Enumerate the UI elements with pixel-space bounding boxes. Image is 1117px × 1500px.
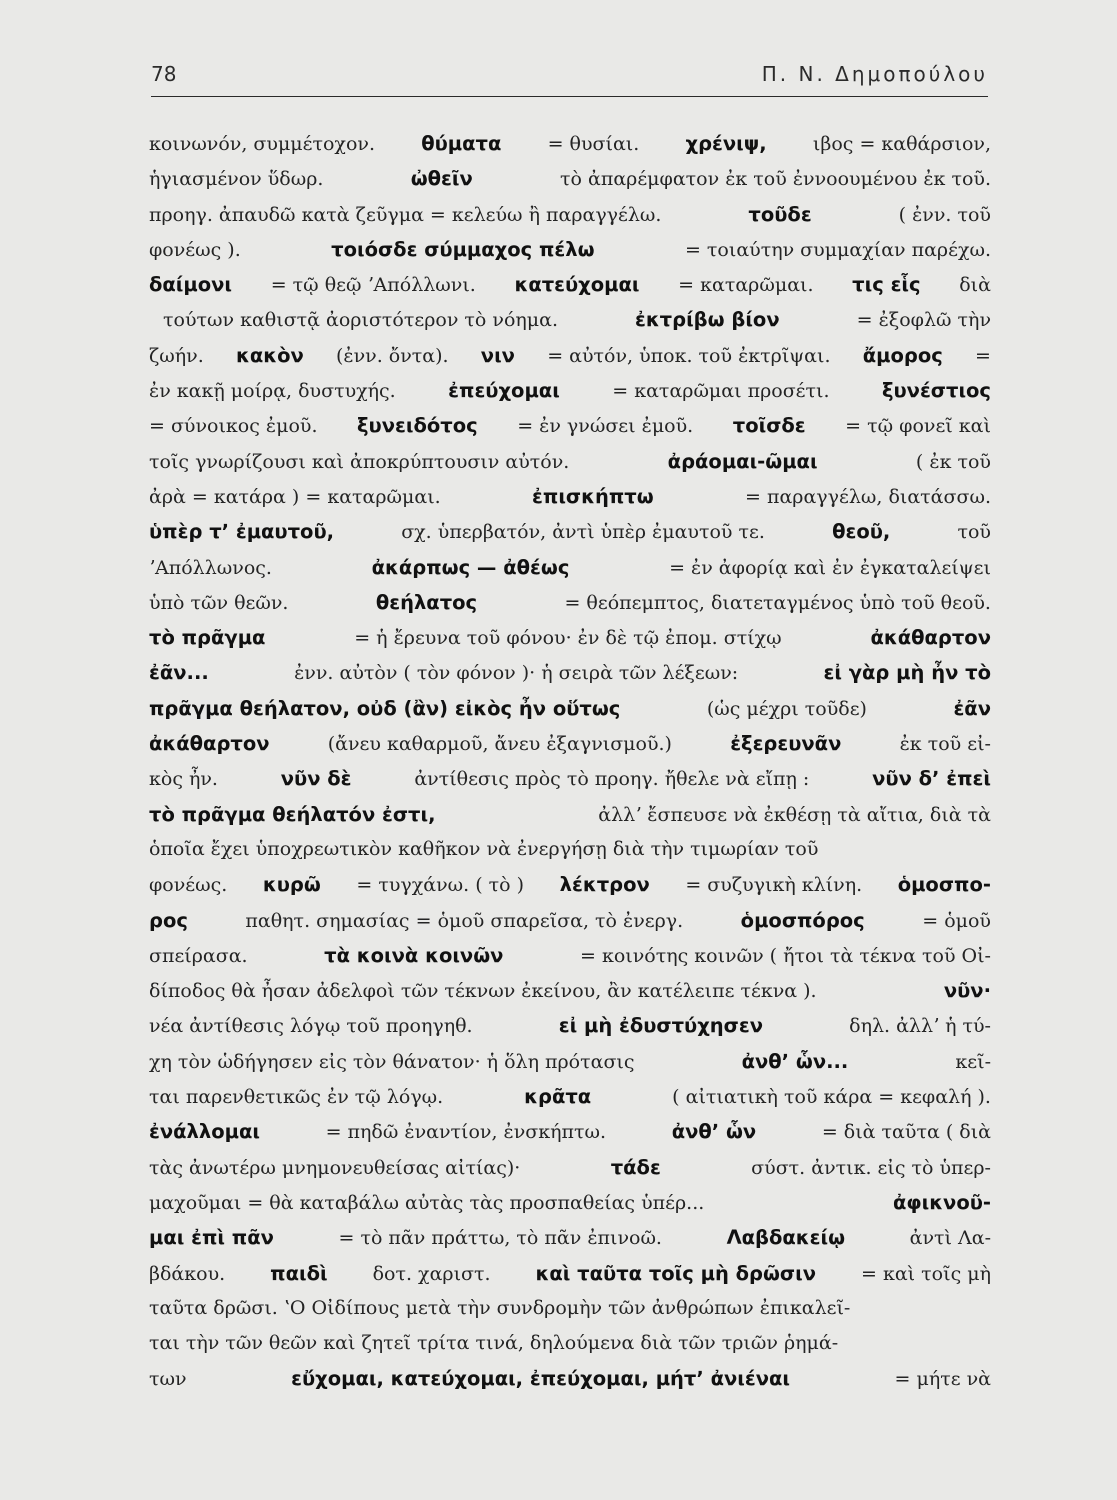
- lemma-term: ξυνειδότος: [357, 414, 478, 438]
- lemma-term: νῦν δὲ: [280, 767, 352, 791]
- text-line: [149, 1150, 991, 1185]
- lemma-term: τις εἷς: [852, 273, 921, 297]
- gloss-text: ἀλλʼ ἔσπευσε νὰ ἐκθέσῃ τὰ αἴτια, διὰ τὰ: [598, 803, 991, 826]
- text-line: [149, 620, 991, 655]
- lemma-term: καὶ ταῦτα τοῖς μὴ δρῶσιν: [535, 1261, 817, 1285]
- text-line: [149, 302, 991, 337]
- commentary-body: [149, 126, 991, 1397]
- gloss-text: = τοιαύτην συμμαχίαν παρέχω.: [684, 238, 991, 261]
- lemma-term: ξυνέστιος: [881, 379, 991, 403]
- gloss-text: ( αἰτιατικὴ τοῦ κάρα = κεφαλή ).: [672, 1086, 991, 1109]
- lemma-term: λέκτρον: [559, 873, 650, 897]
- gloss-text: ταῦτα δρῶσι. ʽΟ Οἰδίπους μετὰ τὴν συνδρομὴν τῶν ἀνθρώπων ἐπικαλεῖ-: [149, 1296, 851, 1319]
- text-line: [149, 1256, 991, 1291]
- lemma-term: ὑπὲρ τʼ ἐμαυτοῦ,: [149, 520, 335, 544]
- lemma-term: ὁμοσπόρος: [740, 908, 865, 932]
- gloss-text: κοινωνόν, συμμέτοχον.: [149, 133, 375, 155]
- text-line: [149, 1361, 991, 1396]
- lemma-term: ἐνάλλομαι: [149, 1120, 260, 1144]
- gloss-text: = ἐν γνώσει ἐμοῦ.: [517, 415, 694, 438]
- gloss-text: ιβος = καθάρσιον,: [812, 133, 991, 155]
- gloss-text: ( ἐνν. τοῦ: [898, 203, 991, 226]
- gloss-text: ὑπὸ τῶν θεῶν.: [149, 591, 289, 614]
- gloss-text: = σύνοικος ἐμοῦ.: [149, 415, 318, 438]
- text-line: [149, 126, 991, 161]
- lemma-term: κακὸν: [235, 343, 304, 367]
- text-line: [149, 232, 991, 267]
- lemma-term: εἰ γὰρ μὴ ἦν τὸ: [823, 661, 991, 685]
- running-head: [151, 62, 988, 97]
- gloss-text: ἀντὶ Λα-: [909, 1227, 991, 1250]
- page-number: 78: [151, 62, 177, 86]
- text-line: [149, 1079, 991, 1114]
- gloss-text: δηλ. ἀλλʼ ἡ τύ-: [849, 1015, 991, 1038]
- text-line: [149, 444, 991, 479]
- lemma-term: ἀνθʼ ὧν...: [741, 1049, 849, 1073]
- text-line: [149, 338, 991, 373]
- lemma-term: ρος: [149, 908, 188, 932]
- lemma-term: ἀκάθαρτον: [870, 626, 991, 650]
- text-line: [149, 973, 991, 1008]
- gloss-text: = τῷ θεῷ ʼΑπόλλωνι.: [270, 274, 476, 297]
- lemma-term: ὠθεῖν: [410, 167, 473, 191]
- text-line: [149, 903, 991, 938]
- text-line: [149, 1291, 991, 1326]
- lemma-term: ἐξερευνᾶν: [730, 732, 842, 756]
- gloss-text: τοῦ: [957, 521, 991, 544]
- text-line: [149, 1008, 991, 1043]
- lemma-term: χρένιψ,: [685, 132, 767, 155]
- gloss-text: (ὡς μέχρι τοῦδε): [706, 697, 867, 720]
- lemma-term: ἐᾶν...: [149, 661, 209, 685]
- gloss-text: βδάκου.: [149, 1262, 226, 1285]
- gloss-text: σχ. ὑπερβατόν, ἀντὶ ὑπὲρ ἐμαυτοῦ τε.: [401, 521, 765, 544]
- lemma-term: παιδὶ: [270, 1261, 328, 1285]
- lemma-term: εἰ μὴ ἐδυστύχησεν: [558, 1014, 763, 1038]
- lemma-term: ἐᾶν: [953, 696, 991, 720]
- gloss-text: μαχοῦμαι = θὰ καταβάλω αὐτὰς τὰς προσπαθείας ὑπέρ...: [149, 1191, 705, 1214]
- lemma-term: μαι ἐπὶ πᾶν: [149, 1226, 274, 1250]
- lemma-term: ἀράομαι-ῶμαι: [667, 449, 818, 473]
- text-line: [149, 161, 991, 196]
- lemma-term: θεοῦ,: [832, 520, 891, 544]
- text-line: [149, 797, 991, 832]
- gloss-text: = κοινότης κοινῶν ( ἤτοι τὰ τέκνα τοῦ Οἰ-: [580, 944, 991, 967]
- gloss-text: = αὐτόν, ὑποκ. τοῦ ἐκτρῖψαι.: [547, 344, 831, 367]
- gloss-text: = τυγχάνω. ( τὸ ): [356, 874, 525, 897]
- text-line: [149, 1326, 991, 1361]
- gloss-text: = θεόπεμπτος, διατεταγμένος ὑπὸ τοῦ θεοῦ.: [564, 591, 991, 614]
- lemma-term: πρᾶγμα θεήλατον, οὐδ (ἂν) εἰκὸς ἦν οὕτως: [149, 696, 621, 720]
- gloss-text: = τῷ φονεῖ καὶ: [845, 415, 991, 438]
- lemma-term: κατεύχομαι: [514, 273, 640, 297]
- gloss-text: τοῖς γνωρίζουσι καὶ ἀποκρύπτουσιν αὐτόν.: [149, 450, 570, 473]
- gloss-text: ἐκ τοῦ εἰ-: [899, 733, 991, 756]
- lemma-term: ἀνθʼ ὧν: [671, 1120, 757, 1144]
- lemma-term: νῦν δʼ ἐπεὶ: [872, 767, 991, 791]
- lemma-term: ἐκτρίβω βίον: [634, 308, 780, 332]
- text-line: [149, 373, 991, 408]
- gloss-text: = ἐν ἀφορίᾳ καὶ ἐν ἐγκαταλείψει: [669, 556, 991, 579]
- gloss-text: διὰ: [959, 274, 991, 297]
- gloss-text: = συζυγικὴ κλίνη.: [685, 874, 863, 897]
- text-line: [149, 1044, 991, 1079]
- lemma-term: ἀκάρπως — ἀθέως: [371, 555, 570, 579]
- text-line: [149, 655, 991, 690]
- gloss-text: = τὸ πᾶν πράττω, τὸ πᾶν ἐπινοῶ.: [338, 1227, 662, 1250]
- lemma-term: εὔχομαι, κατεύχομαι, ἐπεύχομαι, μήτʼ ἀνιέναι: [291, 1367, 790, 1391]
- gloss-text: κεῖ-: [955, 1050, 991, 1073]
- text-line: [149, 691, 991, 726]
- lemma-term: ἐπεύχομαι: [448, 379, 560, 403]
- text-line: [149, 408, 991, 443]
- gloss-text: τούτων καθιστᾷ ἀοριστότερον τὸ νόημα.: [163, 309, 558, 332]
- gloss-text: ται παρενθετικῶς ἐν τῷ λόγῳ.: [149, 1086, 444, 1109]
- text-line: [149, 197, 991, 232]
- gloss-text: (ἄνευ καθαρμοῦ, ἄνευ ἐξαγνισμοῦ.): [327, 733, 672, 756]
- gloss-text: δοτ. χαριστ.: [372, 1262, 491, 1285]
- gloss-text: ἀντίθεσις πρὸς τὸ προηγ. ἤθελε νὰ εἴπῃ :: [414, 768, 810, 791]
- gloss-text: = ὁμοῦ: [922, 909, 991, 932]
- lemma-term: κυρῶ: [262, 873, 321, 897]
- gloss-text: ἡγιασμένον ὕδωρ.: [149, 168, 324, 191]
- text-line: [149, 1114, 991, 1149]
- lemma-term: νιν: [480, 343, 515, 367]
- lemma-term: ἀκάθαρτον: [149, 732, 270, 756]
- lemma-term: ἄμορος: [862, 343, 943, 367]
- gloss-text: = ἐξοφλῶ τὴν: [856, 309, 991, 332]
- gloss-text: = διὰ ταῦτα ( διὰ: [821, 1121, 991, 1144]
- lemma-term: Λαβδακείῳ: [726, 1226, 846, 1250]
- gloss-text: τὰς ἀνωτέρω μνημονευθείσας αἰτίας)·: [149, 1156, 521, 1179]
- gloss-text: σύστ. ἀντικ. εἰς τὸ ὑπερ-: [751, 1156, 991, 1179]
- lemma-term: τάδε: [610, 1155, 661, 1179]
- text-line: [149, 1220, 991, 1255]
- gloss-text: ἐν κακῇ μοίρᾳ, δυστυχής.: [149, 380, 396, 403]
- text-line: [149, 550, 991, 585]
- text-line: [149, 726, 991, 761]
- lemma-term: νῦν·: [943, 979, 991, 1003]
- gloss-text: κὸς ἦν.: [149, 768, 218, 791]
- lemma-term: τοῦδε: [748, 202, 812, 226]
- text-line: [149, 267, 991, 302]
- gloss-text: ται τὴν τῶν θεῶν καὶ ζητεῖ τρίτα τινά, δηλούμενα διὰ τῶν τριῶν ῥημά-: [149, 1332, 839, 1355]
- lemma-term: ὁμοσπο-: [897, 873, 991, 897]
- gloss-text: των: [149, 1368, 187, 1391]
- text-line: [149, 761, 991, 796]
- lemma-term: κρᾶτα: [524, 1085, 592, 1109]
- gloss-text: = πηδῶ ἐναντίον, ἐνσκήπτω.: [325, 1121, 607, 1144]
- lemma-term: θεήλατος: [375, 590, 478, 614]
- text-line: [149, 1185, 991, 1220]
- text-line: [149, 867, 991, 902]
- gloss-text: = καταρῶμαι προσέτι.: [612, 380, 830, 403]
- lemma-term: δαίμονι: [149, 273, 233, 297]
- gloss-text: φονέως ).: [149, 238, 241, 261]
- gloss-text: ἐνν. αὐτὸν ( τὸν φόνον )· ἡ σειρὰ τῶν λέξεων:: [294, 662, 739, 685]
- gloss-text: = καὶ τοῖς μὴ: [861, 1262, 991, 1285]
- gloss-text: σπείρασα.: [149, 944, 248, 967]
- gloss-text: = ἡ ἔρευνα τοῦ φόνου· ἐν δὲ τῷ ἐπομ. στίχῳ: [354, 627, 782, 650]
- gloss-text: νέα ἀντίθεσις λόγῳ τοῦ προηγηθ.: [149, 1015, 473, 1038]
- lemma-term: τοῖσδε: [732, 414, 806, 438]
- gloss-text: φονέως.: [149, 874, 228, 897]
- running-head-author: Π. Ν. Δημοπούλου: [761, 62, 988, 86]
- lemma-term: ἀφικνοῦ-: [892, 1190, 991, 1214]
- text-line: [149, 479, 991, 514]
- text-line: [149, 832, 991, 867]
- lemma-term: τὸ πρᾶγμα: [149, 626, 266, 650]
- gloss-text: ἀρὰ = κατάρα ) = καταρῶμαι.: [149, 485, 441, 508]
- gloss-text: προηγ. ἀπαυδῶ κατὰ ζεῦγμα = κελεύω ἢ παραγγέλω.: [149, 203, 662, 226]
- gloss-text: ζωήν.: [149, 344, 204, 367]
- text-line: [149, 514, 991, 549]
- gloss-text: ὁποῖα ἔχει ὑποχρεωτικὸν καθῆκον νὰ ἐνεργήσῃ διὰ τὴν τιμωρίαν τοῦ: [149, 837, 819, 860]
- gloss-text: χη τὸν ὡδήγησεν εἰς τὸν θάνατον· ἡ ὅλη πρότασις: [149, 1050, 635, 1073]
- lemma-term: ἐπισκήπτω: [532, 484, 654, 508]
- gloss-text: ( ἐκ τοῦ: [915, 450, 991, 473]
- gloss-text: = καταρῶμαι.: [678, 274, 814, 297]
- lemma-term: τὸ πρᾶγμα θεήλατόν ἐστι,: [149, 802, 436, 826]
- gloss-text: ʼΑπόλλωνος.: [149, 556, 272, 579]
- gloss-text: = θυσίαι.: [547, 133, 640, 155]
- lemma-term: τὰ κοινὰ κοινῶν: [324, 943, 504, 967]
- gloss-text: τὸ ἀπαρέμφατον ἐκ τοῦ ἐννοουμένου ἐκ τοῦ.: [560, 168, 991, 191]
- text-line: [149, 585, 991, 620]
- gloss-text: δίποδος θὰ ἦσαν ἀδελφοὶ τῶν τέκνων ἐκείνου, ἂν κατέλειπε τέκνα ).: [149, 980, 817, 1003]
- gloss-text: =: [975, 344, 991, 367]
- gloss-text: παθητ. σημασίας = ὁμοῦ σπαρεῖσα, τὸ ἐνεργ.: [245, 909, 684, 932]
- lemma-term: θύματα: [421, 132, 502, 155]
- text-line: [149, 938, 991, 973]
- gloss-text: (ἐνν. ὄντα).: [336, 344, 449, 367]
- gloss-text: = μήτε νὰ: [894, 1368, 991, 1391]
- gloss-text: = παραγγέλω, διατάσσω.: [745, 485, 991, 508]
- lemma-term: τοιόσδε σύμμαχος πέλω: [331, 237, 595, 261]
